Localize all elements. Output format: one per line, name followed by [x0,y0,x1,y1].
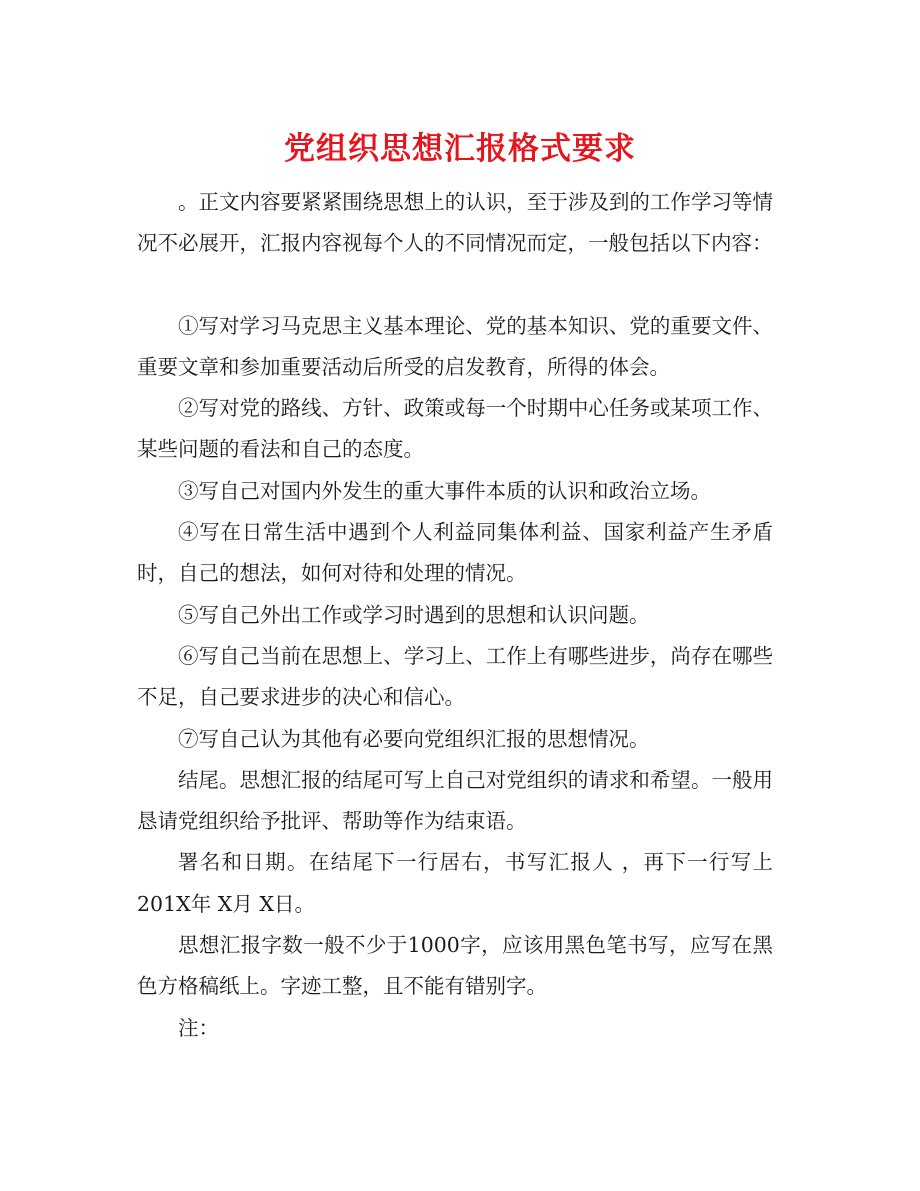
document-title: 党组织思想汇报格式要求 [284,130,636,167]
word-count-paragraph: 思想汇报字数一般不少于1000字，应该用黑色笔书写，应写在黑色方格稿纸上。字迹工整，且不能有错别字。 [137,933,773,999]
list-item-6: ⑥写自己当前在思想上、学习上、工作上有哪些进步，尚存在哪些不足，自己要求进步的决心和信心。 [137,643,773,710]
list-item-3: ③写自己对国内外发生的重大事件本质的认识和政治立场。 [178,478,711,503]
note-label: 注： [178,1015,219,1040]
signature-paragraph: 署名和日期。在结尾下一行居右，书写汇报人 ，再下一行写上201X年 X月 X日。 [137,850,773,916]
list-item-4: ④写在日常生活中遇到个人利益同集体利益、国家利益产生矛盾时，自己的想法，如何对待和处理的情况。 [137,520,773,586]
list-item-7: ⑦写自己认为其他有必要向党组织汇报的思想情况。 [178,726,650,751]
list-item-5: ⑤写自己外出工作或学习时遇到的思想和认识问题。 [178,602,650,627]
intro-paragraph: 。正文内容要紧紧围绕思想上的认识，至于涉及到的工作学习等情况不必展开，汇报内容视每个人的不同情况而定，一般包括以下内容： [137,190,773,256]
ending-paragraph: 结尾。思想汇报的结尾可写上自己对党组织的请求和希望。一般用恳请党组织给予批评、帮助等作为结束语。 [137,767,773,834]
list-item-1: ①写对学习马克思主义基本理论、党的基本知识、党的重要文件、重要文章和参加重要活动后所受的启发教育，所得的体会。 [137,313,773,379]
document-body [137,182,773,1049]
list-item-2: ②写对党的路线、方针、政策或每一个时期中心任务或某项工作、某些问题的看法和自己的态度。 [137,396,773,462]
